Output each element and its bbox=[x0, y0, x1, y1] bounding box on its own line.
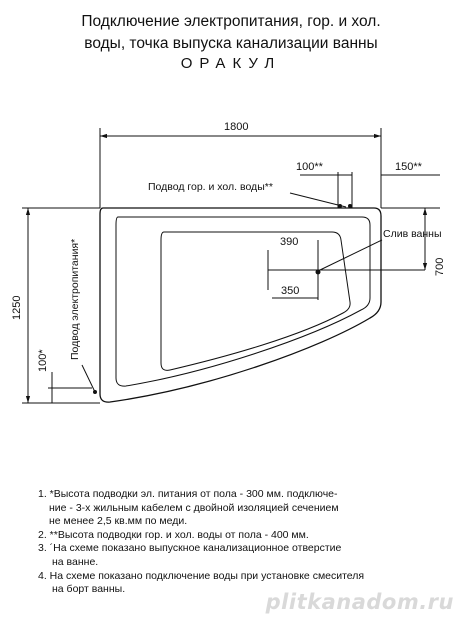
title-line-1: Подключение электропитания, гор. и хол. bbox=[81, 13, 381, 30]
bathtub-bowl bbox=[161, 232, 350, 370]
dim-power-offset-label: 100* bbox=[37, 349, 49, 372]
dim-drain-offset-label: 150** bbox=[395, 161, 422, 173]
dimension-water-drain-offsets bbox=[300, 172, 440, 208]
note-3-line-1: 3. ´На схеме показано выпускное канализационное отверстие bbox=[38, 542, 342, 555]
note-4-line-1: 4. На схеме показано подключение воды при установке смесителя bbox=[38, 569, 365, 582]
drain-label: Слив ванны bbox=[383, 228, 442, 240]
dim-height-label: 1250 bbox=[11, 295, 23, 320]
note-1-line-3: не менее 2,5 кв.мм по меди. bbox=[49, 515, 188, 528]
note-3-line-2: на ванне. bbox=[52, 555, 99, 568]
water-supply-label: Подвод гор. и хол. воды** bbox=[148, 181, 273, 193]
notes-list bbox=[38, 488, 448, 597]
dim-drain-y-label: 350 bbox=[281, 285, 300, 297]
dimension-power-offset bbox=[48, 365, 95, 403]
dim-water-offset-label: 100** bbox=[296, 161, 323, 173]
site-watermark: plitkanadom.ru bbox=[265, 590, 454, 614]
dim-drain-x-label: 390 bbox=[280, 236, 299, 248]
note-1-line-2: ние - 3-х жильным кабелем с двойной изоляцией сечением bbox=[49, 501, 339, 514]
note-2: 2. **Высота подводки гор. и хол. воды от пола - 400 мм. bbox=[38, 528, 309, 541]
dim-drain-height-label: 700 bbox=[434, 257, 446, 276]
bathtub-inner-rim bbox=[116, 217, 370, 386]
dimension-width bbox=[100, 128, 381, 208]
note-4-line-2: на борт ванны. bbox=[52, 583, 126, 596]
note-1-line-1: 1. *Высота подводки эл. питания от пола - 300 мм. подключе- bbox=[38, 488, 338, 500]
bathtub-outer-contour bbox=[100, 208, 381, 402]
drain-hole-marker bbox=[316, 270, 321, 275]
power-inlet-marker bbox=[93, 390, 97, 394]
product-name: ОРАКУЛ bbox=[180, 55, 282, 72]
dim-width-label: 1800 bbox=[224, 121, 249, 133]
power-supply-label: Подвод электропитания* bbox=[69, 238, 81, 360]
title-line-2: воды, точка выпуска канализации ванны bbox=[84, 35, 378, 52]
